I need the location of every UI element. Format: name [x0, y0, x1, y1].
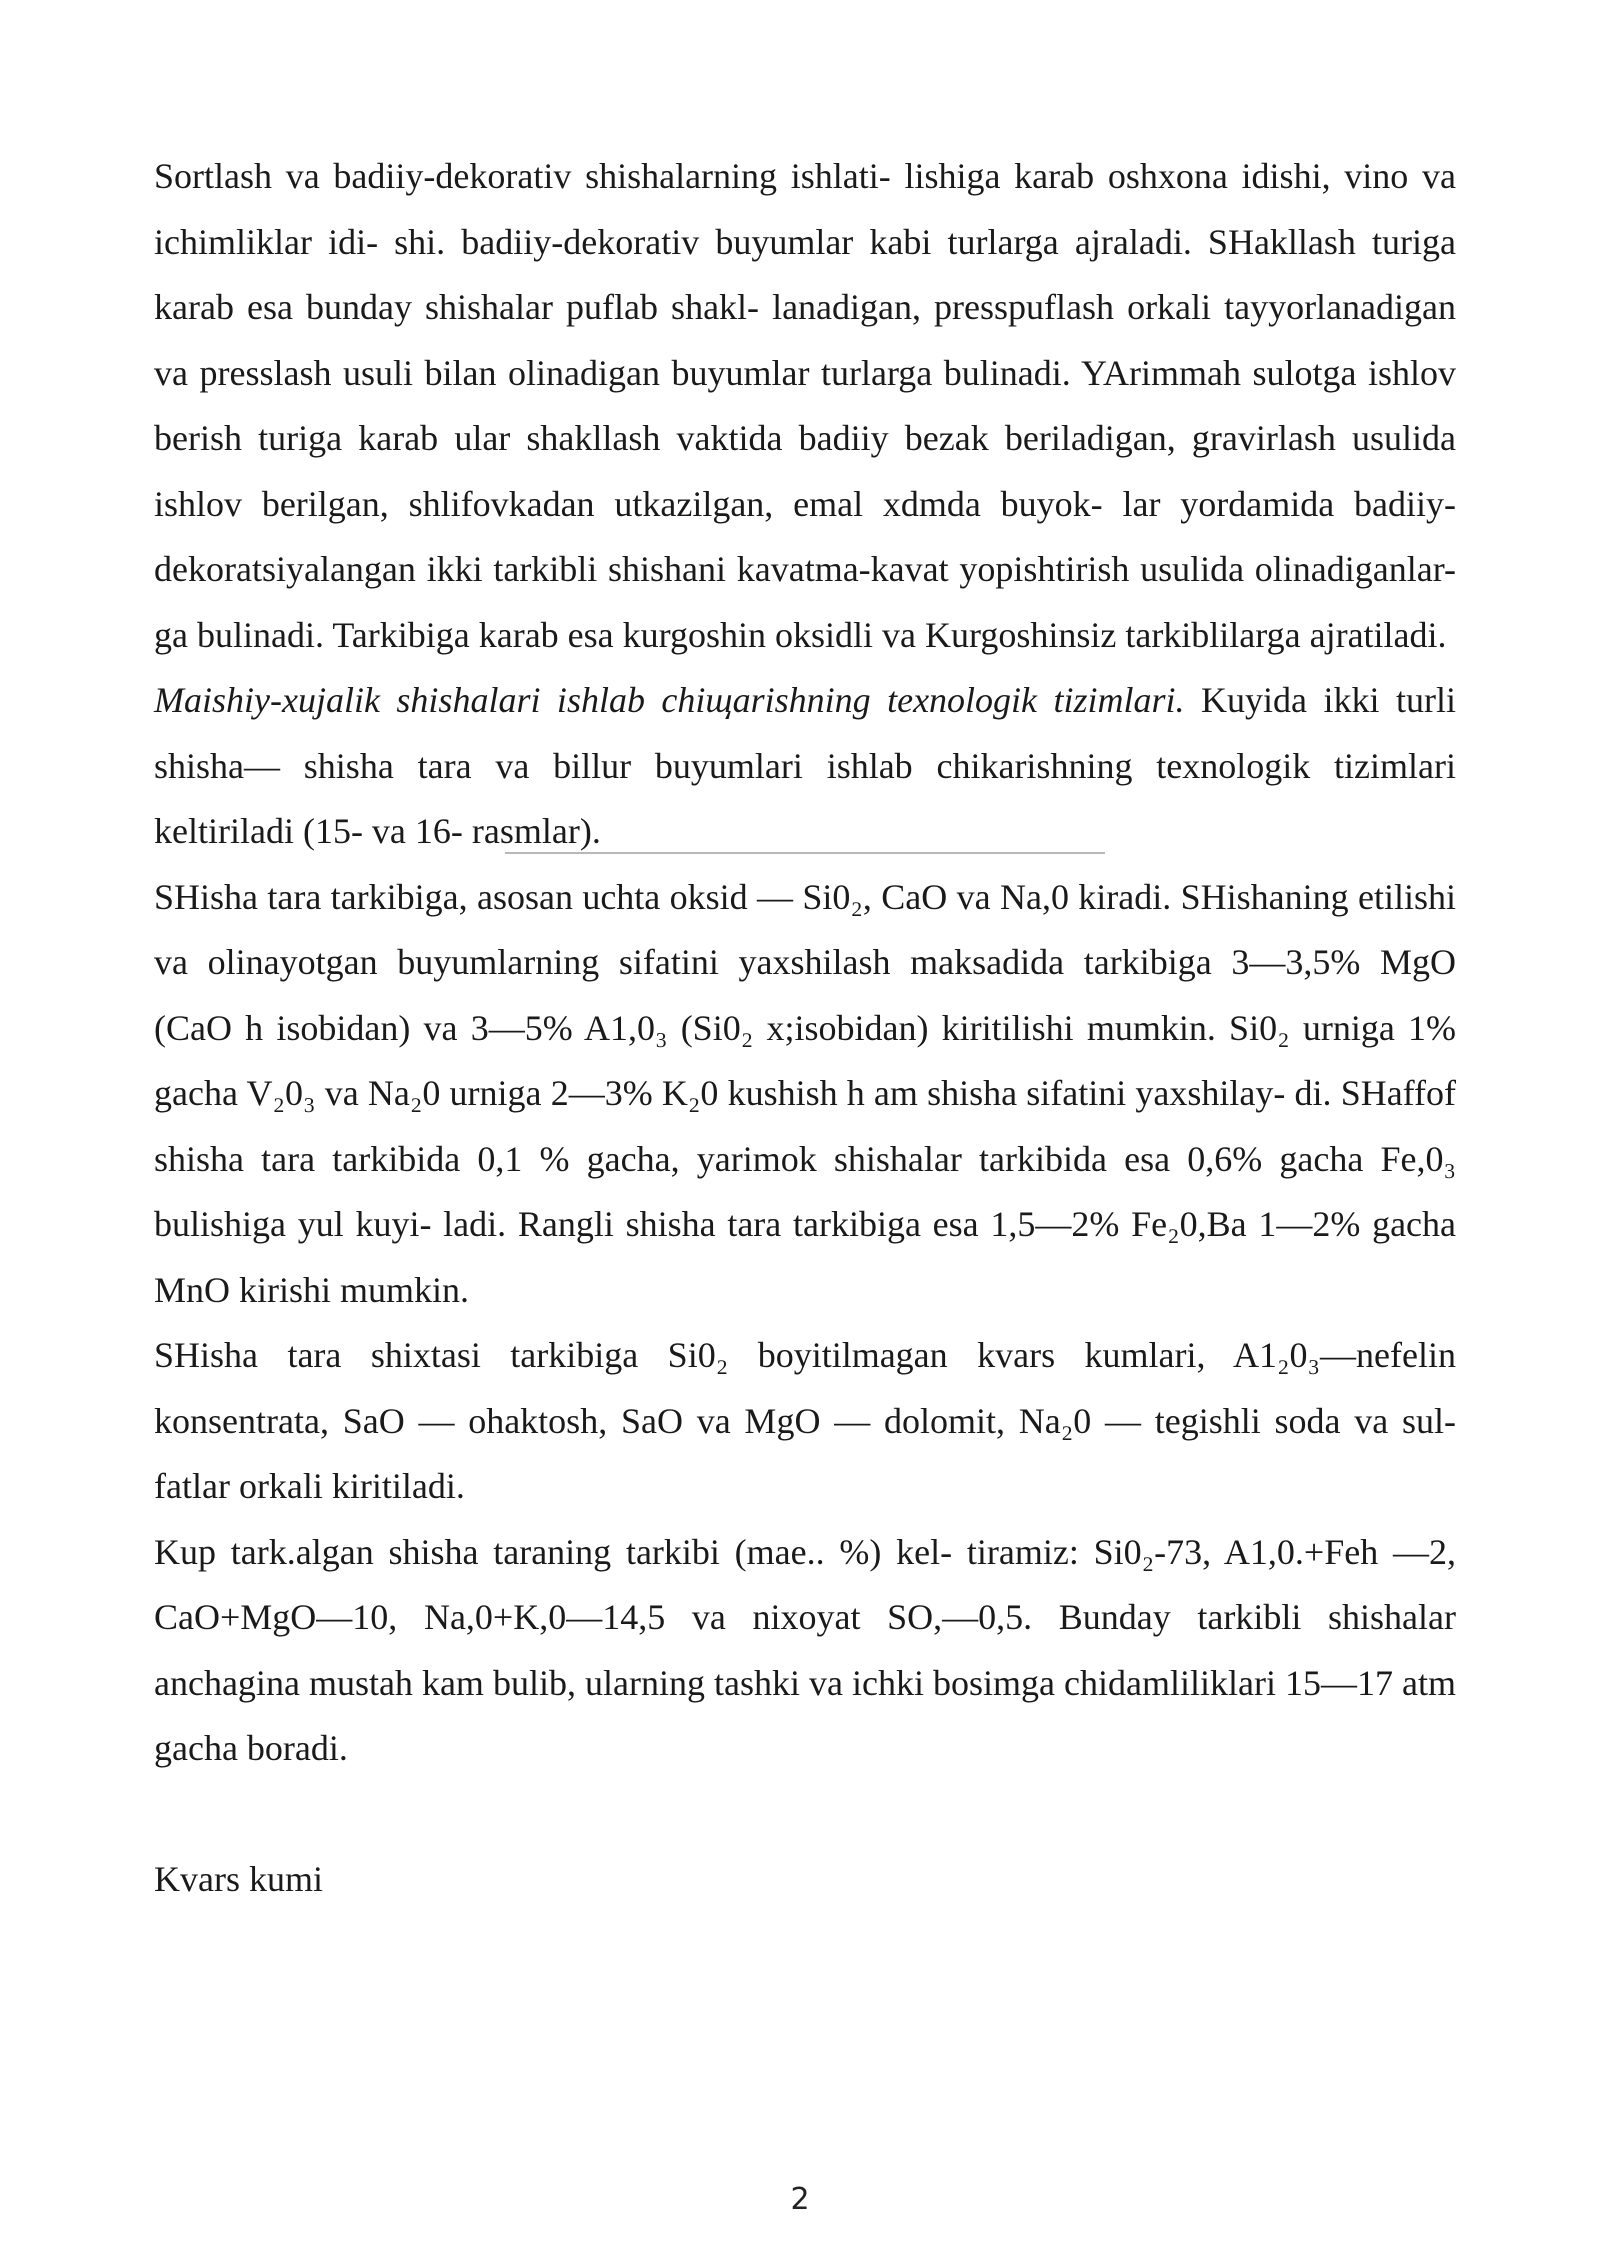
italic-heading: Maishiy-xujalik shishalari ishlab chiщarishning texnologik tizimlari. — [154, 680, 1185, 720]
paragraph-classification: Sortlash va badiiy-dekorativ shishalarning ishlati- lishiga karab oshxona idishi, vino va ichimliklar idi- shi. badiiy-dekorativ buyumlar kabi turlarga ajraladi. SHakllash turiga karab esa bunday shishalar puflab shakl- lanadigan, presspuflash orkali tayyorlanadigan va presslash usuli bilan olinadigan buyumlar turlarga bulinadi. YArimmah sulotga ishlov berish turiga karab ular shakllash vaktida badiiy bezak beriladigan, gravirlash usulida ishlov berilgan, shlifovkadan utkazilgan, emal xdmda buyok- lar yordamida badiiy-dekoratsiyalangan ikki tarkibli shishani kavatma-kavat yopishtirish usulida olinadiganlar- ga bulinadi. Tarkibiga karab esa kurgoshin oksidli va Kurgoshinsiz tarkiblilarga ajratiladi. — [154, 156, 1456, 655]
paragraph-technology-systems — [154, 668, 1456, 865]
paragraph-gap — [154, 1782, 1456, 1847]
paragraph-technology-text: Kuyida ikki turli shisha— shisha tara va billur buyumlari ishlab chikarishning texnologik tizimlari keltiriladi (15- va 16- rasmlar). — [154, 680, 1456, 851]
paragraph-glass-composition: SHisha tara tarkibiga, asosan uchta oksid — Si0₂, CaO va Na,0 kiradi. SHishaning etilishi va olinayotgan buyumlarning sifatini yaxshilash maksadida tarkibiga 3—3,5% MgO (CaO h isobidan) va 3—5% A1,0₃ (Si0₂ x;isobidan) kiritilishi mumkin. Si0₂ urniga 1% gacha V₂0₃ va Na₂0 urniga 2—3% K₂0 kushish h am shisha sifatini yaxshilay- di. SHaffof shisha tara tarkibida 0,1 % gacha, yarimok shishalar tarkibida esa 0,6% gacha Fe,0₃ bulishiga yul kuyi- ladi. Rangli shisha tara tarkibiga esa 1,5—2% Fe₂0,Ba 1—2% gacha MnO kirishi mumkin. — [154, 876, 1456, 1310]
paragraph-typical-composition: Kup tark.algan shisha taraning tarkibi (mae.. %) kel- tiramiz: Si0₂-73, A1,0.+Feh —2, CaO+MgO—10, Na,0+K,0—14,5 va nixoyat SO,—0,5. Bunday tarkibli shishalar anchagina mustah kam bulib, ularning tashki va ichki bosimga chidamliliklari 15—17 atm gacha boradi. — [154, 1531, 1456, 1768]
paragraph-batch-materials: SHisha tara shixtasi tarkibiga Si0₂ boyitilmagan kvars kumlari, A1₂0₃—nefelin konsentrata, SaO — ohaktosh, SaO va MgO — dolomit, Na₂0 — tegishli soda va sul- fatlar orkali kiritiladi. — [154, 1335, 1456, 1506]
page-number: 2 — [790, 2182, 810, 2217]
document-body — [154, 144, 1456, 1912]
paragraph-kvars-kumi: Kvars kumi — [154, 1858, 323, 1899]
